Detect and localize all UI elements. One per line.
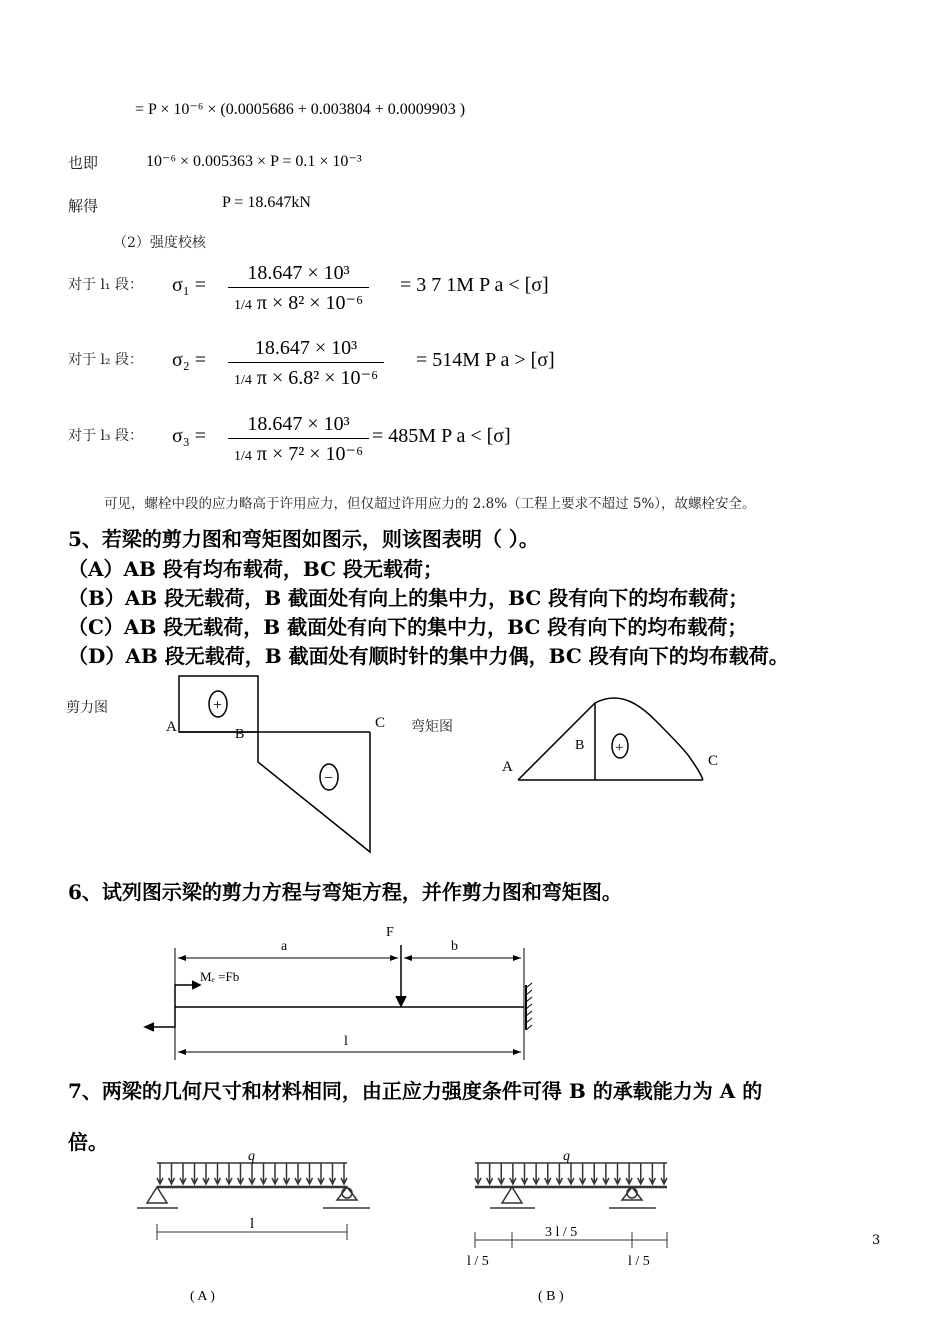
shear-point-c: C	[375, 715, 386, 731]
q5-option-a: （A）AB 段有均布载荷，BC 段无载荷；	[68, 557, 444, 581]
check3-sigma: σ₃ =	[172, 425, 207, 447]
check1-denominator: π × 8² × 10⁻⁶	[256, 292, 364, 314]
shear-minus-sign: −	[324, 770, 334, 787]
q6-force-head	[396, 996, 406, 1006]
q5-option-b: （B）AB 段无载荷，B 截面处有向上的集中力，BC 段有向下的均布载荷；	[68, 586, 749, 610]
moment-diagram	[518, 698, 703, 780]
q7a-span-label: l	[250, 1216, 255, 1232]
q7a-caption: ( A )	[190, 1289, 215, 1304]
q5-title: 5、若梁的剪力图和弯矩图如图示，则该图表明（ ）。	[68, 527, 539, 551]
check2-label: 对于 l₂ 段：	[68, 352, 143, 368]
check3-quarter: 1/4	[234, 449, 252, 464]
q7b-right-span: l / 5	[628, 1254, 650, 1269]
q6-moment-head	[192, 981, 200, 989]
q6-tick-5	[178, 1049, 186, 1055]
q7b-load-arrows	[475, 1163, 667, 1184]
q7b-left-span: l / 5	[467, 1254, 489, 1269]
check1-quarter: 1/4	[234, 298, 252, 313]
check1-sigma: σ₁ =	[172, 274, 207, 296]
check3-label: 对于 l₃ 段：	[68, 428, 143, 444]
q7b-roller	[627, 1188, 637, 1198]
q7a-load-arrows	[157, 1163, 347, 1184]
check2-quarter: 1/4	[234, 373, 252, 388]
q7a-q-label: q	[248, 1149, 255, 1164]
q6-tick-3	[404, 955, 412, 961]
q6-title: 6、试列图示梁的剪力方程与弯矩方程，并作剪力图和弯矩图。	[68, 880, 622, 904]
check2-denominator: π × 6.8² × 10⁻⁶	[256, 367, 379, 389]
moment-point-b: B	[575, 738, 585, 753]
moment-diagram-label: 弯矩图	[411, 719, 453, 735]
check2-sigma: σ₂ =	[172, 349, 207, 371]
label-yeji: 也即	[68, 154, 99, 172]
check3-denominator: π × 7² × 10⁻⁶	[256, 443, 364, 465]
q6-tick-6	[513, 1049, 521, 1055]
q6-dim-l: l	[344, 1034, 348, 1049]
moment-plus-sign: +	[615, 740, 624, 756]
q6-force-label: F	[386, 925, 394, 940]
check1-label: 对于 l₁ 段：	[68, 277, 143, 293]
q7b-caption: ( B )	[538, 1289, 564, 1304]
moment-curve	[518, 698, 703, 780]
q7b-q-label: q	[563, 1149, 570, 1164]
shear-point-a: A	[166, 719, 177, 735]
q6-tick-4	[513, 955, 521, 961]
check1-result: = 3 7 1M P a < [σ]	[400, 274, 549, 296]
q7-title-line2: 倍。	[68, 1130, 108, 1154]
shear-negative-block	[258, 732, 370, 852]
moment-point-a: A	[502, 759, 513, 775]
q6-dim-b: b	[451, 939, 458, 954]
equation-jiede: P = 18.647kN	[222, 194, 311, 211]
q7a-pin-support	[147, 1187, 167, 1203]
shear-diagram	[179, 676, 370, 852]
q7b-pin-support	[502, 1187, 522, 1203]
q6-left-arrow-head	[145, 1023, 154, 1031]
equation-top: = P × 10⁻⁶ × (0.0005686 + 0.003804 + 0.0009903 )	[135, 101, 466, 118]
moment-point-c: C	[708, 753, 719, 769]
shear-plus-sign: +	[213, 697, 223, 714]
q5-option-d: （D）AB 段无载荷，B 截面处有顺时针的集中力偶，BC 段有向下的均布载荷。	[68, 644, 789, 668]
q7-title-line1: 7、两梁的几何尺寸和材料相同，由正应力强度条件可得 B 的承载能力为 A 的	[68, 1079, 763, 1103]
check1-numerator: 18.647 × 10³	[228, 262, 369, 288]
q6-tick-1	[178, 955, 186, 961]
conclusion-text: 可见，螺栓中段的应力略高于许用应力，但仅超过许用应力的 2.8%（工程上要求不超过 5%），故螺栓安全。	[104, 496, 756, 512]
check2-result: = 514M P a > [σ]	[416, 349, 555, 371]
check3-numerator: 18.647 × 10³	[228, 413, 369, 439]
q7a-roller	[342, 1188, 352, 1198]
shear-point-b: B	[235, 727, 245, 742]
q6-tick-2	[390, 955, 398, 961]
equation-yeji: 10⁻⁶ × 0.005363 × P = 0.1 × 10⁻³	[146, 153, 362, 170]
q5-option-c: （C）AB 段无载荷，B 截面处有向下的集中力，BC 段有向下的均布载荷；	[68, 615, 748, 639]
strength-check-title: （2）强度校核	[113, 235, 206, 251]
q7b-mid-span: 3 l / 5	[545, 1225, 578, 1240]
q6-dim-a: a	[281, 939, 288, 954]
q6-beam-diagram	[145, 945, 532, 1060]
shear-diagram-label: 剪力图	[66, 700, 108, 716]
label-jiede: 解得	[68, 197, 99, 215]
check3-result: = 485M P a < [σ]	[372, 425, 511, 447]
check2-numerator: 18.647 × 10³	[228, 337, 384, 363]
q6-moment-label: Mₑ =Fb	[200, 969, 240, 984]
page-number: 3	[872, 1233, 881, 1248]
